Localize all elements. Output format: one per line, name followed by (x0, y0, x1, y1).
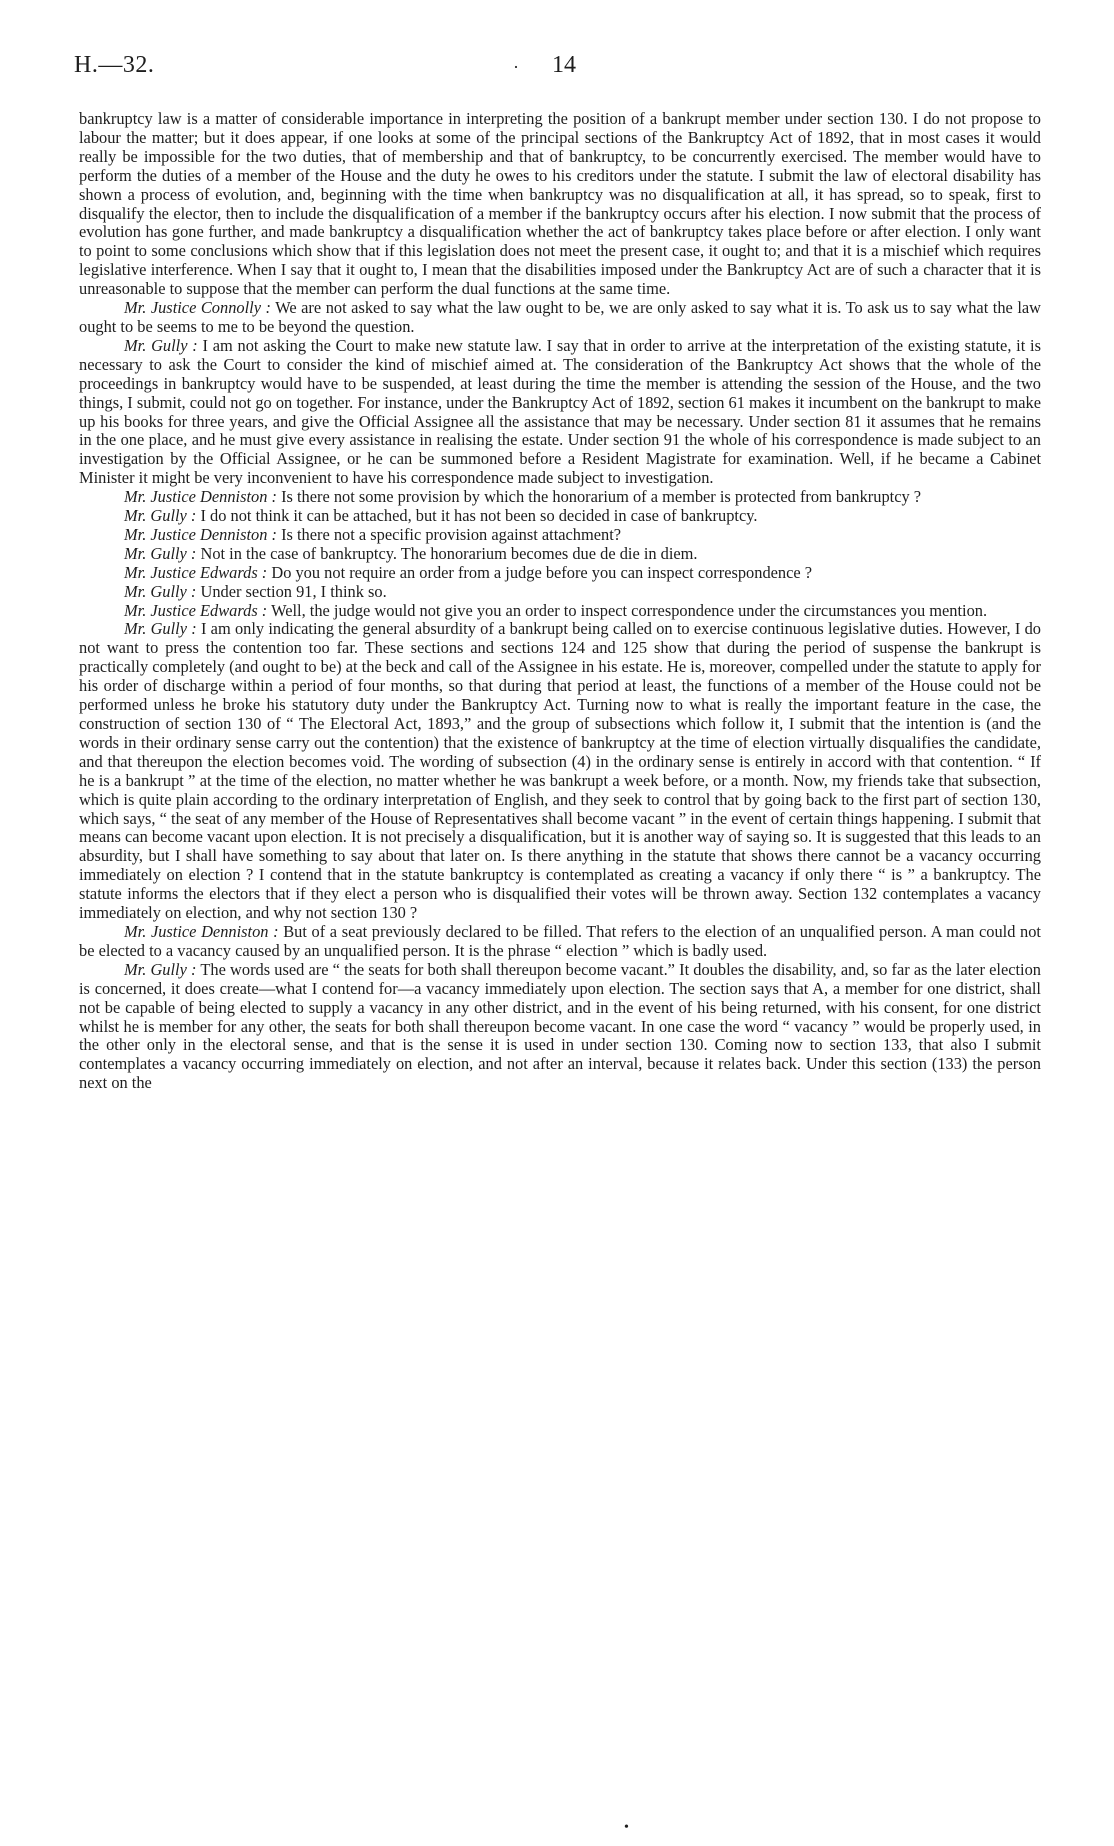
speaker-label: Mr. Justice Connolly : (124, 298, 271, 318)
speaker-label: Mr. Gully : (124, 581, 197, 601)
paragraph-text: bankruptcy law is a matter of considerable importance in interpreting the position of a bankrupt member under section 130. I do not propose to labour the matter; but it does appear, if one looks at some of the principal sections of the Bankruptcy Act of 1892, that in most cases it would really be impossible for the two duties, that of membership and that of bankruptcy, to be concurrently exercised. The member would have to perform the duties of a member of the House and the duty he owes to his creditors under the statute. I submit the law of electoral disability has shown a process of evolution, and, beginning with the time when bankruptcy was no disqualification at all, it has spread, so to speak, first to disqualify the elector, then to include the disqualification of a member if the bankruptcy occurs after his election. I now submit that the process of evolution has gone further, and made bankruptcy a disqualification whether the act of bankruptcy takes place before or after election. I only want to point to some conclusions which show that if this legislation does not meet the present case, it ought to; and that it is a mischief which requires legislative interference. When I say that it ought to, I mean that the disabilities imposed under the Bankruptcy Act are of such a character that it is unreasonable to suppose that the member can perform the dual functions at the same time. (79, 109, 1041, 299)
paragraph-text: I am not asking the Court to make new statute law. I say that in order to arrive at the interpretation of the existing statute, it is necessary to ask the Court to consider the kind of mischief aimed at. The consideration of the Bankruptcy Act shows that the whole of the proceedings in bankruptcy would have to be suspended, at least during the time the member is attending the session of the House, and the two things, I submit, could not go on together. For instance, under the Bankruptcy Act of 1892, section 61 makes it incumbent on the bankrupt to make up his books for three years, and give the Official Assignee all the assistance that may be necessary. Under section 81 it assumes that he remains in the one place, and he must give every assistance in realising the estate. Under section 91 the whole of his correspondence is made subject to an investigation by the Official Assignee, or he can be summoned before a Resident Magistrate for examination. Well, if he became a Cabinet Minister it might be very inconvenient to have his correspondence made subject to investigation. (79, 335, 1041, 488)
paragraph-text: We are not asked to say what the law ought to be, we are only asked to say what it is. To ask us to say what the law ought to be seems to me to be beyond the question. (79, 298, 1041, 336)
speaker-label: Mr. Gully : (124, 959, 197, 979)
paragraph-11 (79, 620, 1041, 923)
speaker-label: Mr. Justice Denniston : (124, 487, 277, 507)
paragraph-3 (79, 337, 1041, 488)
speaker-label: Mr. Gully : (124, 543, 197, 563)
header-dot: · (513, 57, 519, 77)
document-reference: H.—32. (74, 52, 155, 78)
speaker-label: Mr. Justice Edwards : (124, 600, 268, 620)
speaker-label: Mr. Gully : (124, 335, 198, 355)
speaker-label: Mr. Justice Edwards : (124, 562, 268, 582)
paragraph-9 (79, 583, 1041, 602)
paragraph-12 (79, 923, 1041, 961)
paragraph-5 (79, 507, 1041, 526)
paragraph-text: I do not think it can be attached, but it has not been so decided in case of bankruptcy. (200, 506, 758, 526)
paragraph-4 (79, 488, 1041, 507)
paragraph-text: I am only indicating the general absurdity of a bankrupt being called on to exercise continuous legislative duties. However, I do not want to press the contention too far. These sections and sections 124 and 125 show that during the period of suspense the bankrupt is practically completely (and ought to be) at the beck and call of the Assignee in his estate. He is, moreover, compelled under the statute to apply for his order of discharge within a period of four months, so that during that period at least, the functions of a member of the House could not be performed unless he broke his statutory duty under the Bankruptcy Act. Turning now to what is really the important feature in the case, the construction of section 130 of “ The Electoral Act, 1893,” and the group of subsections which follow it, I submit that the intention is (and the words in their ordinary sense carry out the contention) that the existence of bankruptcy at the time of election virtually disqualifies the candidate, and that thereupon the election becomes void. The wording of subsection (4) in the ordinary sense is entirely in accord with that contention. “ If he is a bankrupt ” at the time of the election, no matter whether he was bankrupt a week before, or a month. Now, my friends take that subsection, which is quite plain according to the ordinary interpretation of English, and they seek to control that by going back to the first part of section 130, which says, “ the seat of any member of the House of Representatives shall become vacant ” in the event of certain things happening. I submit that means can become vacant upon election. It is not precisely a disqualification, but it is another way of saying so. It is suggested that this leads to an absurdity, but I shall have something to say about that later on. Is there anything in the statute that shows there cannot be a vacancy occurring immediately on election ? I contend that in the statute bankruptcy is contemplated as creating a vacancy if only there “ is ” a bankruptcy. The statute informs the electors that if they elect a person who is disqualified their votes will be thrown away. Section 132 contemplates a vacancy immediately on election, and why not section 130 ? (79, 619, 1041, 923)
footer-dot: • (624, 1820, 629, 1835)
paragraph-6 (79, 526, 1041, 545)
paragraph-text: Well, the judge would not give you an order to inspect correspondence under the circumstances you mention. (271, 600, 988, 620)
speaker-label: Mr. Justice Denniston : (124, 524, 277, 544)
paragraph-text: But of a seat previously declared to be filled. That refers to the election of an unqualified person. A man could not be elected to a vacancy caused by an unqualified person. It is the phrase “ election ” which is badly used. (79, 921, 1041, 960)
paragraph-text: The words used are “ the seats for both shall thereupon become vacant.” It doubles the disability, and, so far as the later election is concerned, it does create—what I contend for—a vacancy immediately upon election. The section says that A, a member for one district, shall not be capable of being elected to supply a vacancy in any other district, and in the event of his being returned, with his consent, for one district whilst he is member for any other, the seats for both shall thereupon become vacant. In one case the word “ vacancy ” would be properly used, in the other only in the electoral sense, and that is the sense it is used in under section 130. Coming now to section 133, that also I submit contemplates a vacancy occurring immediately on election, and not after an interval, because it relates back. Under this section (133) the person next on the (79, 959, 1041, 1093)
page-number: 14 (552, 52, 576, 78)
paragraph-7 (79, 545, 1041, 564)
paragraph-text: Is there not a specific provision against attachment? (281, 524, 622, 544)
paragraph-text: Do you not require an order from a judge before you can inspect correspondence ? (271, 562, 813, 582)
paragraph-1 (79, 110, 1041, 299)
speaker-label: Mr. Justice Denniston : (124, 921, 279, 941)
paragraph-text: Under section 91, I think so. (200, 581, 387, 601)
body-text (79, 110, 1041, 1093)
paragraph-text: Not in the case of bankruptcy. The honorarium becomes due de die in diem. (200, 543, 698, 563)
speaker-label: Mr. Gully : (124, 619, 197, 639)
paragraph-2 (79, 299, 1041, 337)
paragraph-13 (79, 961, 1041, 1093)
paragraph-10 (79, 602, 1041, 621)
speaker-label: Mr. Gully : (124, 506, 197, 526)
paragraph-text: Is there not some provision by which the honorarium of a member is protected from bankruptcy ? (281, 487, 922, 507)
paragraph-8 (79, 564, 1041, 583)
